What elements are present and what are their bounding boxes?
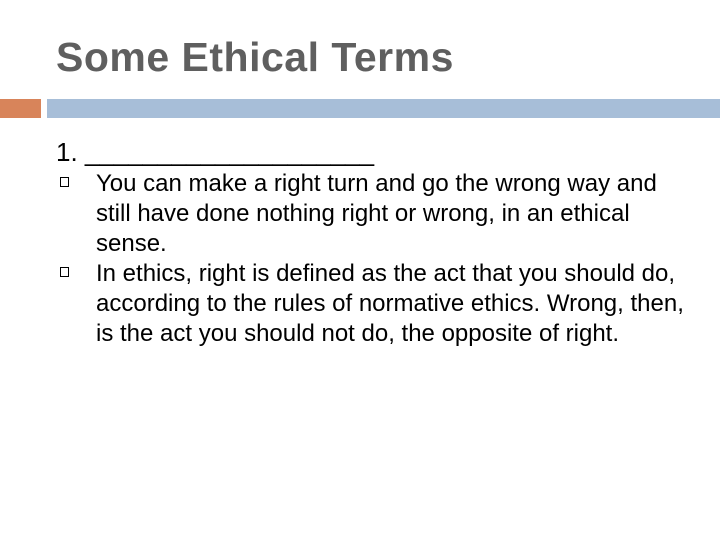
item-heading: 1. ____________________ xyxy=(56,137,375,167)
bullet-text: In ethics, right is defined as the act that you should do, according to the rules of normative ethics. Wrong, then, is the act you should not do, the opposite of right. xyxy=(96,260,684,347)
hollow-square-bullet-icon xyxy=(60,177,69,187)
divider-bar-orange xyxy=(0,99,41,118)
bullet-item xyxy=(56,169,696,259)
bullet-text: You can make a right turn and go the wrong way and still have done nothing right or wrong, in an ethical sense. xyxy=(96,170,657,257)
slide-title: Some Ethical Terms xyxy=(56,34,454,80)
slide-content xyxy=(56,135,696,349)
divider-bar-blue xyxy=(47,99,720,118)
bullet-item xyxy=(56,259,696,349)
bullet-list xyxy=(56,169,696,349)
hollow-square-bullet-icon xyxy=(60,267,69,277)
